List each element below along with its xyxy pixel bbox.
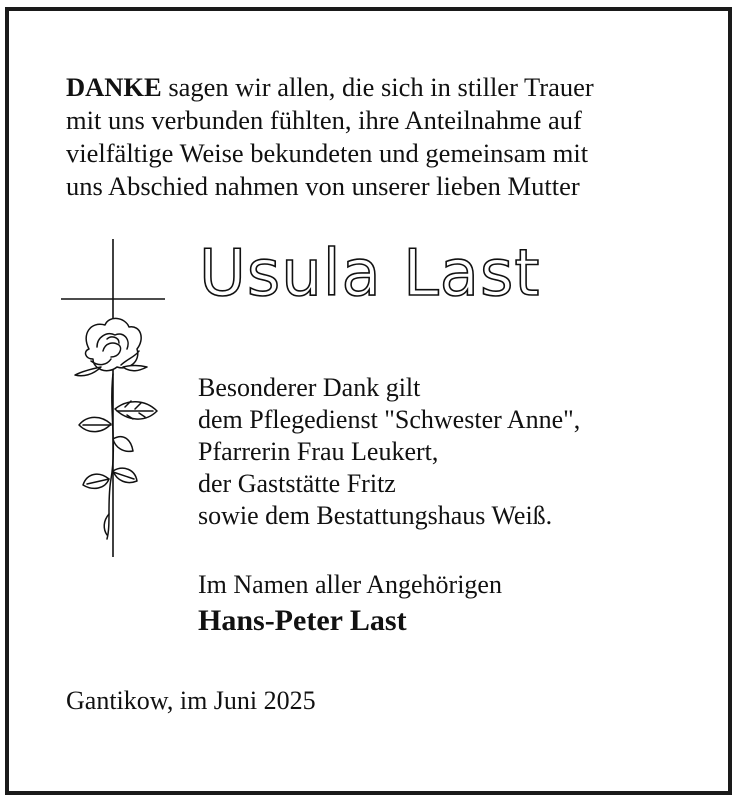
signer-name: Hans-Peter Last: [198, 604, 407, 637]
intro-line-4: uns Abschied nahmen von unserer lieben Mutter: [66, 171, 580, 201]
cross-icon: [61, 239, 176, 569]
intro-line-1: sagen wir allen, die sich in stiller Trauer: [161, 72, 594, 102]
thanks-line: der Gaststätte Fritz: [198, 469, 396, 498]
thanks-line: dem Pflegedienst "Schwester Anne",: [198, 405, 581, 434]
rose-icon: [75, 318, 157, 539]
intro-line: [66, 71, 706, 104]
intro-lead: DANKE: [66, 72, 162, 102]
intro-line-2: mit uns verbunden fühlten, ihre Anteilnahme auf: [66, 105, 582, 135]
intro-line-3: vielfältige Weise bekundeten und gemeinsam mit: [66, 138, 589, 168]
thanks-line: Pfarrerin Frau Leukert,: [198, 437, 439, 466]
special-thanks: [198, 372, 580, 532]
notice-frame: [5, 7, 732, 795]
thanks-line: Besonderer Dank gilt: [198, 373, 421, 402]
thanks-line: sowie dem Bestattungshaus Weiß.: [198, 501, 553, 530]
deceased-name: Usula Last: [199, 237, 541, 311]
place-date: Gantikow, im Juni 2025: [66, 686, 316, 715]
on-behalf-text: Im Namen aller Angehörigen: [198, 570, 502, 599]
intro-text: [66, 71, 706, 203]
